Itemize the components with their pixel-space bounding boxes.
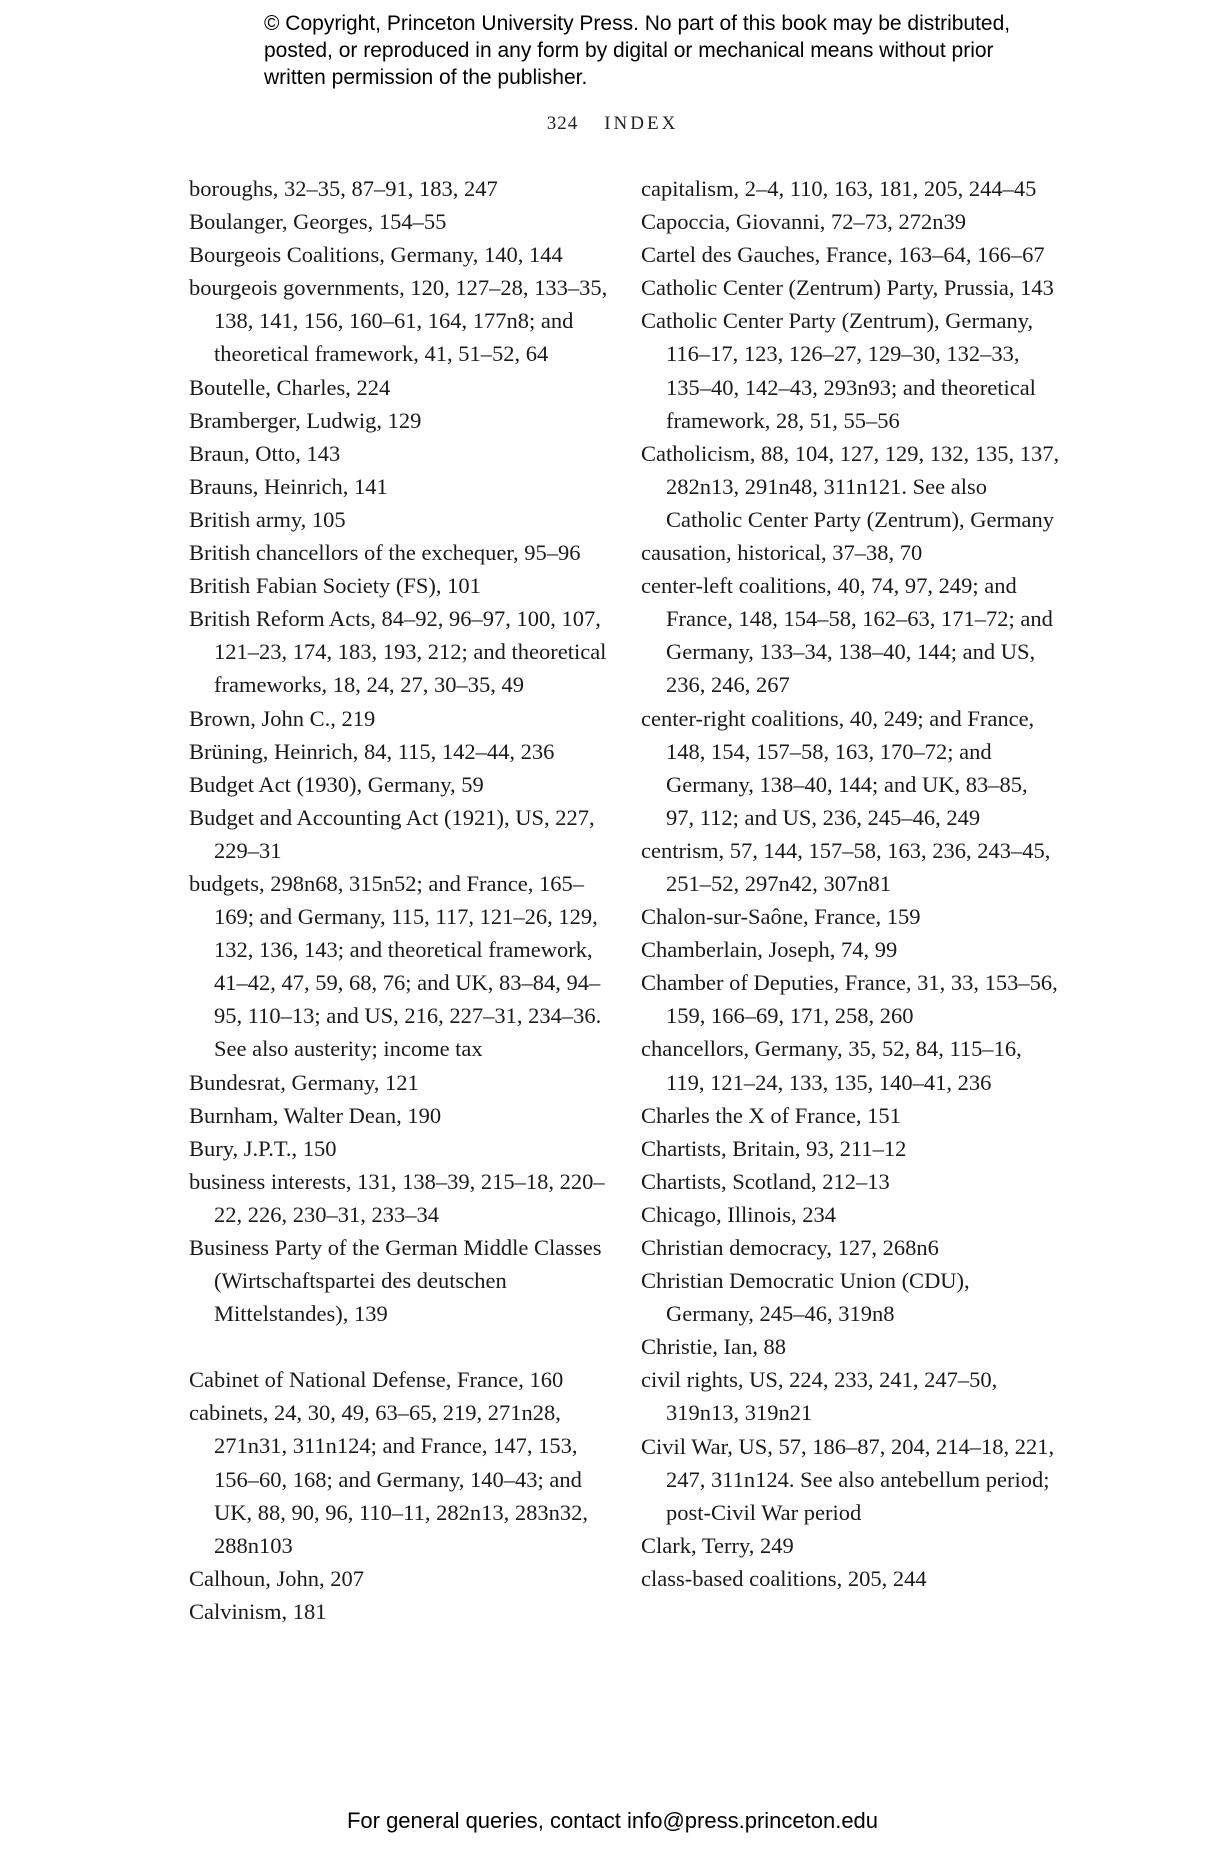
- index-entry: Chamber of Deputies, France, 31, 33, 153–56, 159, 166–69, 171, 258, 260: [641, 970, 1058, 1029]
- copyright-notice: © Copyright, Princeton University Press. No part of this book may be distributed, posted, or reproduced in any form by digital or mechanical means without prior written permission of the publisher.: [264, 12, 1011, 89]
- index-entry: Chamberlain, Joseph, 74, 99: [641, 937, 898, 963]
- index-entry: Capoccia, Giovanni, 72–73, 272n39: [641, 209, 966, 235]
- index-entry: Brauns, Heinrich, 141: [189, 473, 388, 499]
- index-entry: Brown, John C., 219: [189, 705, 376, 731]
- index-entry: Civil War, US, 57, 186–87, 204, 214–18, 221, 247, 311n124. See also antebellum period; post-Civil War period: [641, 1433, 1055, 1525]
- index-entry: Clark, Terry, 249: [641, 1532, 794, 1558]
- index-entry: Cartel des Gauches, France, 163–64, 166–67: [641, 242, 1045, 268]
- footer-contact: For general queries, contact info@press.princeton.edu: [346, 1808, 879, 1833]
- index-column-right: [641, 172, 1061, 1595]
- index-entry: Calhoun, John, 207: [189, 1565, 365, 1591]
- index-entry: boroughs, 32–35, 87–91, 183, 247: [189, 176, 498, 201]
- index-entry: Christian democracy, 127, 268n6: [641, 1235, 939, 1260]
- index-entry: center-left coalitions, 40, 74, 97, 249; and France, 148, 154–58, 162–63, 171–72; and Germany, 133–34, 138–40, 144; and US, 236, 246, 267: [641, 573, 1053, 698]
- index-entry: Budget and Accounting Act (1921), US, 227, 229–31: [189, 804, 595, 863]
- index-entry: British chancellors of the exchequer, 95–96: [189, 540, 581, 566]
- index-entry: class-based coalitions, 205, 244: [641, 1565, 927, 1591]
- index-entry: British Fabian Society (FS), 101: [189, 573, 481, 599]
- index-entry: Chicago, Illinois, 234: [641, 1201, 836, 1227]
- index-entry: cabinets, 24, 30, 49, 63–65, 219, 271n28, 271n31, 311n124; and France, 147, 153, 156–60, 168; and Germany, 140–43; and UK, 88, 90, 96, 110–11, 282n13, 283n32, 288n103: [189, 1400, 588, 1558]
- index-entry: bourgeois governments, 120, 127–28, 133–35, 138, 141, 156, 160–61, 164, 177n8; and theoretical framework, 41, 51–52, 64: [189, 275, 608, 367]
- index-entry: Bury, J.P.T., 150: [189, 1135, 337, 1161]
- index-entry: Bramberger, Ludwig, 129: [189, 407, 422, 433]
- index-entry: Bourgeois Coalitions, Germany, 140, 144: [189, 242, 563, 268]
- index-entry: Cabinet of National Defense, France, 160: [189, 1367, 564, 1393]
- index-entry: British army, 105: [189, 506, 346, 532]
- index-entry: Chartists, Britain, 93, 211–12: [641, 1135, 907, 1161]
- index-entry: Charles the X of France, 151: [641, 1102, 901, 1128]
- index-entry: Catholic Center (Zentrum) Party, Prussia, 143: [641, 275, 1054, 301]
- index-entry: Brüning, Heinrich, 84, 115, 142–44, 236: [189, 738, 555, 764]
- section-title: INDEX: [604, 113, 679, 134]
- running-head: [0, 113, 1225, 135]
- index-entry: Calvinism, 181: [189, 1598, 327, 1624]
- index-entry: British Reform Acts, 84–92, 96–97, 100, 107, 121–23, 174, 183, 193, 212; and theoretical frameworks, 18, 24, 27, 30–35, 49: [189, 606, 607, 698]
- index-entry: Chartists, Scotland, 212–13: [641, 1168, 890, 1194]
- index-entry: Christie, Ian, 88: [641, 1334, 786, 1360]
- index-entry: Boutelle, Charles, 224: [189, 374, 391, 400]
- index-entry: Boulanger, Georges, 154–55: [189, 209, 447, 235]
- index-entry: center-right coalitions, 40, 249; and France, 148, 154, 157–58, 163, 170–72; and Germany, 138–40, 144; and UK, 83–85, 97, 112; and US, 236, 245–46, 249: [641, 705, 1035, 830]
- index-entry: Business Party of the German Middle Classes (Wirtschaftspartei des deutschen Mittelstandes), 139: [189, 1235, 602, 1327]
- index-entry: Chalon-sur-Saône, France, 159: [641, 904, 921, 930]
- index-entry: Catholicism, 88, 104, 127, 129, 132, 135, 137, 282n13, 291n48, 311n121. See also Catholic Center Party (Zentrum), Germany: [641, 440, 1060, 532]
- index-entry: centrism, 57, 144, 157–58, 163, 236, 243–45, 251–52, 297n42, 307n81: [641, 837, 1051, 896]
- index-entry: chancellors, Germany, 35, 52, 84, 115–16, 119, 121–24, 133, 135, 140–41, 236: [641, 1036, 1022, 1095]
- index-column-left: [189, 172, 609, 1628]
- index-entry: business interests, 131, 138–39, 215–18, 220–22, 226, 230–31, 233–34: [189, 1168, 605, 1227]
- index-entry: Burnham, Walter Dean, 190: [189, 1102, 442, 1128]
- page-number: 324: [546, 113, 579, 134]
- index-entry: civil rights, US, 224, 233, 241, 247–50, 319n13, 319n21: [641, 1367, 998, 1426]
- index-entry: Bundesrat, Germany, 121: [189, 1069, 419, 1095]
- index-entry: budgets, 298n68, 315n52; and France, 165–169; and Germany, 115, 117, 121–26, 129, 132, 136, 143; and theoretical framework, 41–42, 47, 59, 68, 76; and UK, 83–84, 94–95, 110–13; and US, 216, 227–31, 234–36. See also austerity; income tax: [189, 870, 602, 1062]
- index-entry: Christian Democratic Union (CDU), Germany, 245–46, 319n8: [641, 1268, 970, 1327]
- index-entry: Catholic Center Party (Zentrum), Germany, 116–17, 123, 126–27, 129–30, 132–33, 135–40, 142–43, 293n93; and theoretical framework, 28, 51, 55–56: [641, 308, 1036, 433]
- index-entry: causation, historical, 37–38, 70: [641, 540, 923, 566]
- index-entry: Budget Act (1930), Germany, 59: [189, 771, 484, 797]
- index-entry: Braun, Otto, 143: [189, 440, 341, 466]
- index-entry: capitalism, 2–4, 110, 163, 181, 205, 244–45: [641, 176, 1037, 201]
